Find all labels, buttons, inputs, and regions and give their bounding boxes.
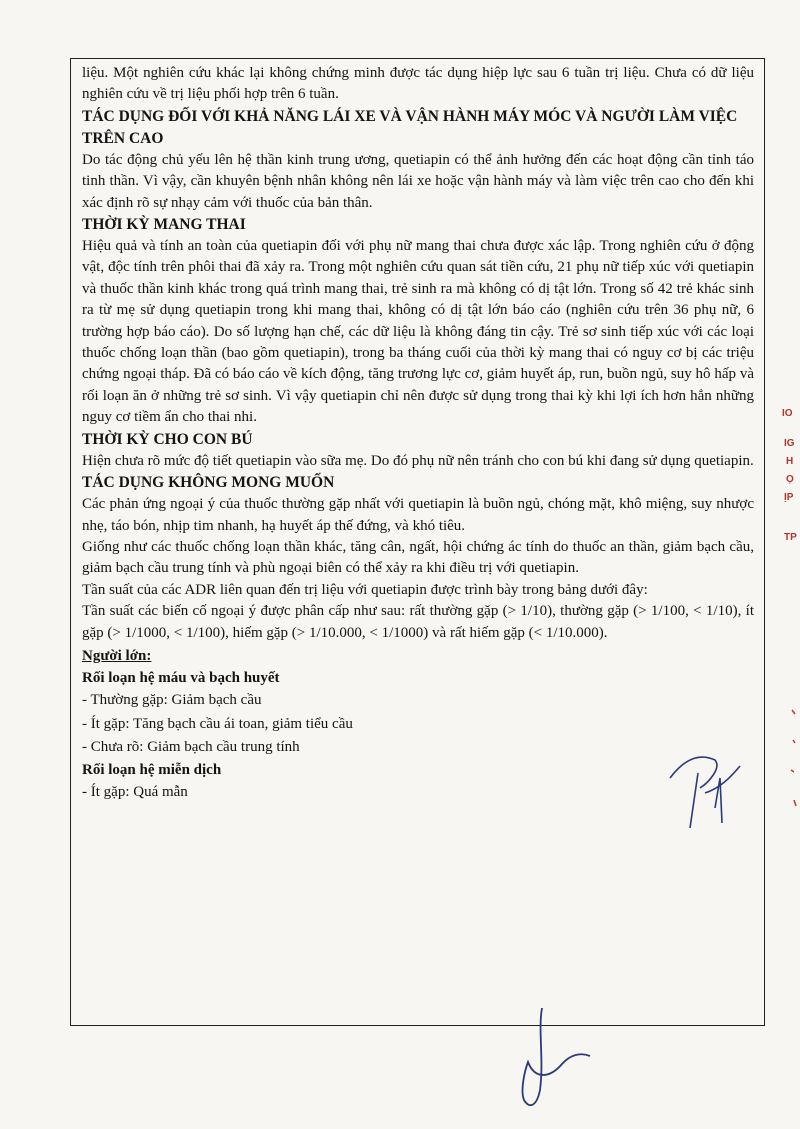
initials-signature-icon (660, 748, 750, 833)
margin-mark: Ọ (786, 474, 794, 485)
adverse-paragraph-3: Tần suất của các ADR liên quan đến trị liệu với quetiapin được trình bày trong bảng dưới đây: (82, 581, 648, 598)
blood-item: - Thường gặp: Giảm bạch cầu (82, 692, 262, 709)
margin-mark: IG (784, 438, 795, 449)
adverse-paragraph-4: Tần suất các biến cố ngoại ý được phân cấp như sau: rất thường gặp (> 1/10), thường gặp (> 1/100, < 1/10), ít gặp (> 1/1000, < 1/100), hiếm gặp (> 1/10.000, < 1/1000) và rất hiếm gặp (< 1/10.000). (82, 603, 754, 641)
adverse-paragraph-1: Các phản ứng ngoại ý của thuốc thường gặp nhất với quetiapin là buồn ngủ, chóng mặt, khô miệng, suy nhược nhẹ, táo bón, nhịp tim nhanh, hạ huyết áp thế đứng, và khó tiêu. (82, 496, 754, 534)
margin-ticks (784, 700, 800, 820)
document-frame (70, 58, 765, 1026)
driving-paragraph: Do tác động chủ yếu lên hệ thần kinh trung ương, quetiapin có thể ảnh hưởng đến các hoạt động cần tỉnh táo tinh thần. Vì vậy, cần khuyên bệnh nhân không nên lái xe hoặc vận hành máy và làm việc trên cao cho đến khi xác định rõ sự nhạy cảm với thuốc của bản thân. (82, 151, 754, 211)
heading-driving: TÁC DỤNG ĐỐI VỚI KHẢ NĂNG LÁI XE VÀ VẬN HÀNH MÁY MÓC VÀ NGƯỜI LÀM VIỆC TRÊN CAO (82, 107, 738, 147)
margin-mark: H (786, 456, 794, 467)
margin-stamp-remnant (778, 400, 800, 700)
blood-item: - Chưa rõ: Giảm bạch cầu trung tính (82, 739, 300, 756)
heading-breastfeeding: THỜI KỲ CHO CON BÚ (82, 430, 253, 448)
adults-label: Người lớn: (82, 647, 152, 664)
breastfeeding-paragraph: Hiện chưa rõ mức độ tiết quetiapin vào sữa mẹ. Do đó phụ nữ nên tránh cho con bú khi đang sử dụng quetiapin. (82, 452, 754, 469)
immune-item: - Ít gặp: Quá mẫn (82, 784, 188, 801)
margin-mark: IO (782, 408, 793, 419)
intro-paragraph: liệu. Một nghiên cứu khác lại không chứng minh được tác dụng hiệp lực sau 6 tuần trị liệu. Chưa có dữ liệu nghiên cứu về trị liệu phối hợp trên 6 tuần. (82, 65, 754, 103)
margin-mark: ỊP (784, 492, 794, 503)
heading-pregnancy: THỜI KỲ MANG THAI (82, 216, 246, 234)
immune-disorders-heading: Rối loạn hệ miễn dịch (82, 761, 222, 778)
adverse-paragraph-2: Giống như các thuốc chống loạn thần khác, tăng cân, ngất, hội chứng ác tính do thuốc an thần, giảm bạch cầu, giảm bạch cầu trung tính và phù ngoại biên có thể xảy ra khi điều trị với quetiapin. (82, 538, 754, 577)
pregnancy-paragraph: Hiệu quả và tính an toàn của quetiapin đối với phụ nữ mang thai chưa được xác lập. Trong nghiên cứu ở động vật, độc tính trên phôi thai đã xảy ra. Trong một nghiên cứu quan sát tiền cứu, 21 phụ nữ tiếp xúc với quetiapin và thuốc thần kinh khác trong quá trình mang thai, trẻ sinh ra mà không có dị tật lớn. Trong số 42 trẻ khác sinh ra từ mẹ sử dụng quetiapin trong khi mang thai, không có dị tật lớn báo cáo (nghiên cứu trên 36 phụ nữ, 6 trường hợp báo cáo). Do số lượng hạn chế, các dữ liệu là không đáng tin cậy. Trẻ sơ sinh tiếp xúc với các loại thuốc chống loạn thần (bao gồm quetiapin), trong ba tháng cuối của thời kỳ mang thai có nguy cơ bị các triệu chứng ngoại tháp. Đã có báo cáo về kích động, tăng trương lực cơ, giảm huyết áp, run, buồn ngủ, suy hô hấp và rối loạn ăn ở những trẻ sơ sinh. Vì vậy quetiapin chỉ nên được sử dụng trong thai kỳ khi lợi ích hơn hẳn những nguy cơ tiềm ẩn cho thai nhi. (82, 238, 754, 426)
margin-mark: TP (784, 532, 797, 543)
blood-disorders-heading: Rối loạn hệ máu và bạch huyết (82, 669, 280, 686)
signature-icon (500, 1000, 610, 1125)
heading-adverse-effects: TÁC DỤNG KHÔNG MONG MUỐN (82, 474, 335, 492)
blood-item: - Ít gặp: Tăng bạch cầu ái toan, giảm tiểu cầu (82, 715, 353, 732)
